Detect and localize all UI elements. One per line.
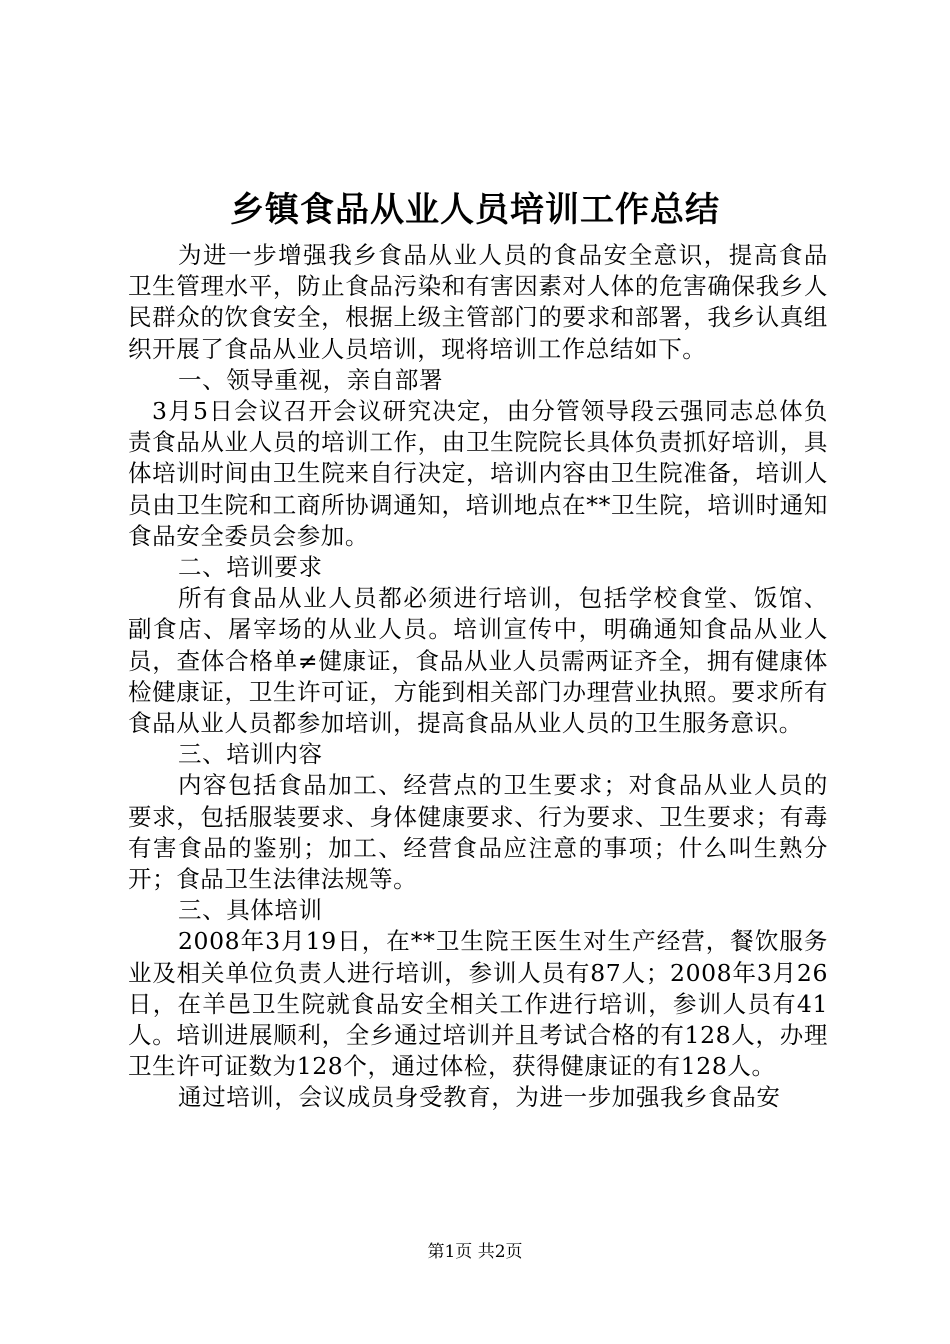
document-title: 乡镇食品从业人员培训工作总结 bbox=[230, 190, 720, 230]
document-body bbox=[128, 240, 828, 1114]
page-footer: 第1页 共2页 bbox=[427, 1242, 523, 1262]
closing-paragraph: 通过培训，会议成员身受教育，为进一步加强我乡食品安 bbox=[178, 1083, 781, 1112]
section-heading-requirements: 二、培训要求 bbox=[178, 553, 323, 582]
section-heading-leadership: 一、领导重视，亲自部署 bbox=[178, 365, 444, 394]
section-paragraph-requirements: 所有食品从业人员都必须进行培训，包括学校食堂、饭馆、副食店、屠宰场的从业人员。培训宣传中，明确通知食品从业人员，查体合格单≠健康证，食品从业人员需两证齐全，拥有健康体检健康证，卫生许可证，方能到相关部门办理营业执照。要求所有食品从业人员都参加培训，提高食品从业人员的卫生服务意识。 bbox=[128, 584, 828, 738]
section-paragraph-content: 内容包括食品加工、经营点的卫生要求；对食品从业人员的要求，包括服装要求、身体健康要求、行为要求、卫生要求；有毒有害食品的鉴别；加工、经营食品应注意的事项；什么叫生熟分开；食品卫生法律法规等。 bbox=[128, 771, 828, 894]
section-paragraph-leadership: 3月5日会议召开会议研究决定，由分管领导段云强同志总体负责食品从业人员的培训工作，由卫生院院长具体负责抓好培训，具体培训时间由卫生院来自行决定，培训内容由卫生院准备，培训人员由卫生院和工商所协调通知，培训地点在**卫生院，培训时通知食品安全委员会参加。 bbox=[128, 397, 828, 550]
section-paragraph-specific-training: 2008年3月19日，在**卫生院王医生对生产经营，餐饮服务业及相关单位负责人进行培训，参训人员有87人；2008年3月26日，在羊邑卫生院就食品安全相关工作进行培训，参训人员有41人。培训进展顺利，全乡通过培训并且考试合格的有128人，办理卫生许可证数为128个，通过体检，获得健康证的有128人。 bbox=[128, 927, 828, 1081]
intro-paragraph: 为进一步增强我乡食品从业人员的食品安全意识，提高食品卫生管理水平，防止食品污染和有害因素对人体的危害确保我乡人民群众的饮食安全，根据上级主管部门的要求和部署，我乡认真组织开展了食品从业人员培训，现将培训工作总结如下。 bbox=[128, 241, 828, 363]
section-heading-specific-training: 三、具体培训 bbox=[178, 896, 323, 925]
section-heading-content: 三、培训内容 bbox=[178, 740, 323, 769]
